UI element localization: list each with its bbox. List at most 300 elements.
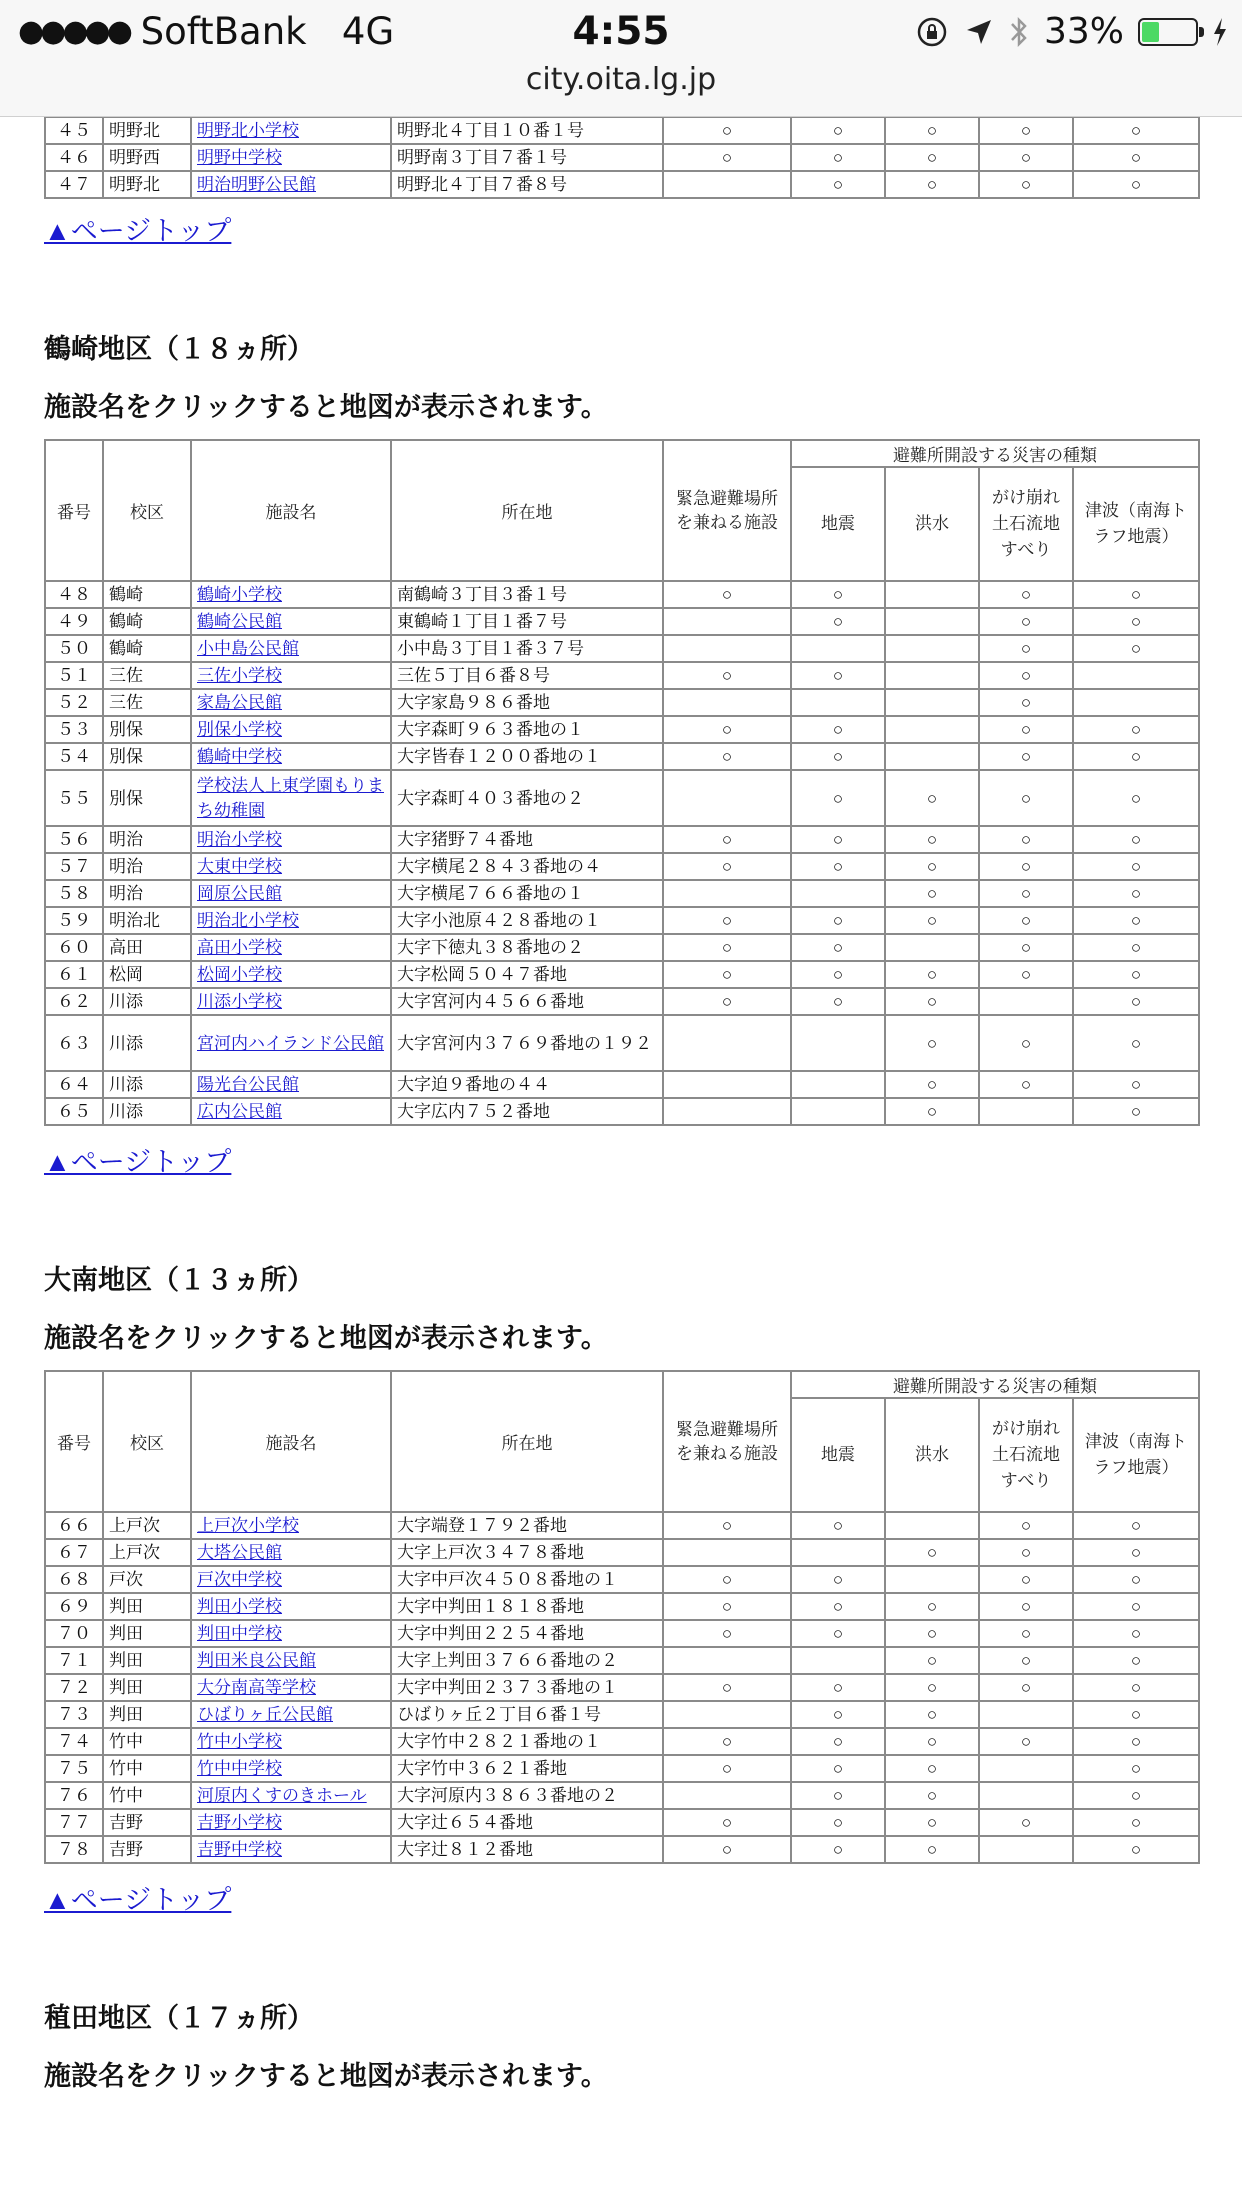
row-landslide-mark: ○ xyxy=(979,907,1073,934)
col-header-earthquake: 地震 xyxy=(791,467,885,581)
row-emergency-mark xyxy=(663,1015,791,1071)
signal-strength-icon: ●●●●● xyxy=(18,14,129,49)
facility-map-link[interactable]: 竹中中学校 xyxy=(197,1758,282,1778)
row-number: ４５ xyxy=(45,117,103,144)
row-earthquake-mark: ○ xyxy=(791,1728,885,1755)
row-emergency-mark: ○ xyxy=(663,1728,791,1755)
row-earthquake-mark: ○ xyxy=(791,1593,885,1620)
row-flood-mark: ○ xyxy=(885,1071,979,1098)
facility-map-link[interactable]: 吉野小学校 xyxy=(197,1812,282,1832)
row-flood-mark: ○ xyxy=(885,1701,979,1728)
row-tsunami-mark: ○ xyxy=(1073,1728,1199,1755)
facility-map-link[interactable]: 河原内くすのきホール xyxy=(197,1785,367,1805)
row-flood-mark: ○ xyxy=(885,144,979,171)
row-emergency-mark: ○ xyxy=(663,988,791,1015)
row-facility-cell xyxy=(191,1647,391,1674)
row-school-district: 戸次 xyxy=(103,1566,191,1593)
row-number: ５０ xyxy=(45,635,103,662)
row-school-district: 明野北 xyxy=(103,171,191,198)
row-emergency-mark: ○ xyxy=(663,826,791,853)
facility-map-link[interactable]: 明野中学校 xyxy=(197,147,282,167)
row-address: 大字広内７５２番地 xyxy=(391,1098,663,1125)
row-emergency-mark: ○ xyxy=(663,1755,791,1782)
table-row xyxy=(45,1647,1199,1674)
district-title: 大南地区（１３ヵ所） xyxy=(44,1265,314,1296)
row-number: ７６ xyxy=(45,1782,103,1809)
facility-map-link[interactable]: 広内公民館 xyxy=(197,1101,282,1121)
col-header-district: 校区 xyxy=(103,440,191,581)
row-facility-cell xyxy=(191,1593,391,1620)
facility-map-link[interactable]: ひばりヶ丘公民館 xyxy=(197,1704,333,1724)
table-row xyxy=(45,1674,1199,1701)
row-school-district: 判田 xyxy=(103,1674,191,1701)
row-number: ７３ xyxy=(45,1701,103,1728)
row-number: ７８ xyxy=(45,1836,103,1863)
row-flood-mark: ○ xyxy=(885,1539,979,1566)
row-flood-mark: ○ xyxy=(885,1836,979,1863)
facility-map-link[interactable]: 上戸次小学校 xyxy=(197,1515,299,1535)
row-facility-cell xyxy=(191,581,391,608)
row-address: 三佐５丁目６番８号 xyxy=(391,662,663,689)
row-school-district: 竹中 xyxy=(103,1728,191,1755)
row-landslide-mark: ○ xyxy=(979,171,1073,198)
facility-map-link[interactable]: 川添小学校 xyxy=(197,991,282,1011)
row-earthquake-mark: ○ xyxy=(791,1782,885,1809)
row-earthquake-mark: ○ xyxy=(791,1566,885,1593)
row-earthquake-mark: ○ xyxy=(791,1701,885,1728)
row-landslide-mark: ○ xyxy=(979,117,1073,144)
row-facility-cell xyxy=(191,171,391,198)
row-landslide-mark: ○ xyxy=(979,1809,1073,1836)
row-school-district: 吉野 xyxy=(103,1809,191,1836)
row-flood-mark: ○ xyxy=(885,1782,979,1809)
row-emergency-mark: ○ xyxy=(663,961,791,988)
facility-map-link[interactable]: 岡原公民館 xyxy=(197,883,282,903)
row-flood-mark: ○ xyxy=(885,1098,979,1125)
row-facility-cell xyxy=(191,1701,391,1728)
row-address: 大字皆春１２００番地の１ xyxy=(391,743,663,770)
row-earthquake-mark: ○ xyxy=(791,826,885,853)
row-number: ７０ xyxy=(45,1620,103,1647)
row-landslide-mark xyxy=(979,1701,1073,1728)
row-tsunami-mark: ○ xyxy=(1073,1512,1199,1539)
facility-map-link[interactable]: 学校法人上東学園もりまち幼稚園 xyxy=(197,776,384,820)
col-header-location: 所在地 xyxy=(391,1371,663,1512)
table-row xyxy=(45,689,1199,716)
row-emergency-mark xyxy=(663,689,791,716)
row-tsunami-mark: ○ xyxy=(1073,1836,1199,1863)
row-facility-cell xyxy=(191,117,391,144)
url-bar[interactable]: city.oita.lg.jp xyxy=(525,62,717,97)
table-row xyxy=(45,826,1199,853)
facility-map-link[interactable]: 大分南高等学校 xyxy=(197,1677,316,1697)
facility-map-link[interactable]: 松岡小学校 xyxy=(197,964,282,984)
row-landslide-mark: ○ xyxy=(979,1015,1073,1071)
row-school-district: 三佐 xyxy=(103,689,191,716)
row-flood-mark: ○ xyxy=(885,1593,979,1620)
facility-map-link[interactable]: 三佐小学校 xyxy=(197,665,282,685)
row-landslide-mark: ○ xyxy=(979,770,1073,826)
row-tsunami-mark: ○ xyxy=(1073,635,1199,662)
row-number: ４９ xyxy=(45,608,103,635)
row-emergency-mark xyxy=(663,635,791,662)
pagetop-container xyxy=(44,1126,1200,1202)
table-row xyxy=(45,1566,1199,1593)
row-landslide-mark: ○ xyxy=(979,716,1073,743)
district-title: 鶴崎地区（１８ヵ所） xyxy=(44,334,314,365)
row-emergency-mark: ○ xyxy=(663,1836,791,1863)
row-landslide-mark xyxy=(979,1755,1073,1782)
row-facility-cell xyxy=(191,826,391,853)
row-school-district: 鶴崎 xyxy=(103,581,191,608)
row-earthquake-mark xyxy=(791,635,885,662)
facility-map-link[interactable]: 判田米良公民館 xyxy=(197,1650,316,1670)
row-flood-mark: ○ xyxy=(885,1728,979,1755)
row-number: ５５ xyxy=(45,770,103,826)
row-school-district: 上戸次 xyxy=(103,1512,191,1539)
row-address: 小中島３丁目１番３７号 xyxy=(391,635,663,662)
row-emergency-mark xyxy=(663,1782,791,1809)
table-row xyxy=(45,1755,1199,1782)
battery-percent: 33% xyxy=(1043,11,1124,52)
row-tsunami-mark: ○ xyxy=(1073,961,1199,988)
row-address: 大字小池原４２８番地の１ xyxy=(391,907,663,934)
row-address: 大字森町４０３番地の２ xyxy=(391,770,663,826)
row-earthquake-mark xyxy=(791,689,885,716)
row-address: 大字横尾７６６番地の１ xyxy=(391,880,663,907)
row-landslide-mark xyxy=(979,1098,1073,1125)
table-row xyxy=(45,853,1199,880)
row-address: 大字家島９８６番地 xyxy=(391,689,663,716)
row-landslide-mark: ○ xyxy=(979,635,1073,662)
row-landslide-mark: ○ xyxy=(979,934,1073,961)
row-earthquake-mark: ○ xyxy=(791,853,885,880)
row-school-district: 竹中 xyxy=(103,1755,191,1782)
row-flood-mark: ○ xyxy=(885,1809,979,1836)
row-number: ５９ xyxy=(45,907,103,934)
row-tsunami-mark xyxy=(1073,662,1199,689)
row-facility-cell xyxy=(191,907,391,934)
row-school-district: 鶴崎 xyxy=(103,635,191,662)
table-row xyxy=(45,1098,1199,1125)
row-address: 大字下徳丸３８番地の２ xyxy=(391,934,663,961)
click-instruction: 施設名をクリックすると地図が表示されます。 xyxy=(44,1323,608,1354)
row-address: 東鶴崎１丁目１番７号 xyxy=(391,608,663,635)
facility-map-link[interactable]: 鶴崎中学校 xyxy=(197,746,282,766)
row-emergency-mark: ○ xyxy=(663,907,791,934)
row-school-district: 川添 xyxy=(103,988,191,1015)
row-flood-mark: ○ xyxy=(885,1015,979,1071)
row-flood-mark: ○ xyxy=(885,1620,979,1647)
row-facility-cell xyxy=(191,608,391,635)
row-tsunami-mark: ○ xyxy=(1073,716,1199,743)
facility-map-link[interactable]: 判田小学校 xyxy=(197,1596,282,1616)
facility-map-link[interactable]: 竹中小学校 xyxy=(197,1731,282,1751)
clock: 4:55 xyxy=(572,9,670,54)
facility-map-link[interactable]: 小中島公民館 xyxy=(197,638,299,658)
pagetop-link[interactable]: ▲ページトップ xyxy=(44,216,232,246)
row-school-district: 高田 xyxy=(103,934,191,961)
row-address: 大字中戸次４５０８番地の１ xyxy=(391,1566,663,1593)
row-flood-mark: ○ xyxy=(885,880,979,907)
district-section xyxy=(44,271,1200,1202)
row-landslide-mark: ○ xyxy=(979,662,1073,689)
row-earthquake-mark xyxy=(791,1539,885,1566)
district-section xyxy=(44,1940,1200,2094)
row-school-district: 判田 xyxy=(103,1593,191,1620)
col-header-facility: 施設名 xyxy=(191,440,391,581)
row-number: ５３ xyxy=(45,716,103,743)
row-tsunami-mark: ○ xyxy=(1073,1015,1199,1071)
row-flood-mark xyxy=(885,662,979,689)
row-address: 大字中判田２２５４番地 xyxy=(391,1620,663,1647)
col-header-disaster-types: 避難所開設する災害の種類 xyxy=(791,440,1199,467)
row-number: ４６ xyxy=(45,144,103,171)
row-tsunami-mark: ○ xyxy=(1073,1674,1199,1701)
row-address: 大字宮河内４５６６番地 xyxy=(391,988,663,1015)
table-row xyxy=(45,743,1199,770)
browser-status-bar xyxy=(0,0,1242,117)
row-emergency-mark: ○ xyxy=(663,581,791,608)
table-row xyxy=(45,988,1199,1015)
row-facility-cell xyxy=(191,961,391,988)
facility-map-link[interactable]: 明野北小学校 xyxy=(197,120,299,140)
facility-map-link[interactable]: 大塔公民館 xyxy=(197,1542,282,1562)
row-landslide-mark: ○ xyxy=(979,1647,1073,1674)
row-earthquake-mark: ○ xyxy=(791,581,885,608)
table-row xyxy=(45,1593,1199,1620)
row-school-district: 別保 xyxy=(103,743,191,770)
row-emergency-mark: ○ xyxy=(663,1593,791,1620)
table-row xyxy=(45,716,1199,743)
row-facility-cell xyxy=(191,144,391,171)
pagetop-link[interactable]: ▲ページトップ xyxy=(44,1885,232,1915)
row-emergency-mark xyxy=(663,1098,791,1125)
row-landslide-mark: ○ xyxy=(979,1512,1073,1539)
row-earthquake-mark: ○ xyxy=(791,144,885,171)
row-tsunami-mark: ○ xyxy=(1073,1566,1199,1593)
table-row xyxy=(45,1809,1199,1836)
row-earthquake-mark: ○ xyxy=(791,934,885,961)
row-earthquake-mark: ○ xyxy=(791,716,885,743)
row-tsunami-mark: ○ xyxy=(1073,988,1199,1015)
row-address: 大字辻８１２番地 xyxy=(391,1836,663,1863)
row-tsunami-mark: ○ xyxy=(1073,1701,1199,1728)
facility-map-link[interactable]: 明治北小学校 xyxy=(197,910,299,930)
row-emergency-mark: ○ xyxy=(663,662,791,689)
row-number: ６３ xyxy=(45,1015,103,1071)
row-landslide-mark xyxy=(979,988,1073,1015)
row-number: ５６ xyxy=(45,826,103,853)
row-tsunami-mark xyxy=(1073,689,1199,716)
row-address: 明野北４丁目７番８号 xyxy=(391,171,663,198)
row-school-district: 竹中 xyxy=(103,1782,191,1809)
row-flood-mark: ○ xyxy=(885,907,979,934)
row-flood-mark: ○ xyxy=(885,826,979,853)
row-address: 大字河原内３８６３番地の２ xyxy=(391,1782,663,1809)
row-school-district: 別保 xyxy=(103,716,191,743)
facility-map-link[interactable]: 鶴崎小学校 xyxy=(197,584,282,604)
col-header-number: 番号 xyxy=(45,440,103,581)
row-facility-cell xyxy=(191,988,391,1015)
table-row xyxy=(45,1620,1199,1647)
row-tsunami-mark: ○ xyxy=(1073,826,1199,853)
row-facility-cell xyxy=(191,880,391,907)
row-address: 大字辻６５４番地 xyxy=(391,1809,663,1836)
row-landslide-mark xyxy=(979,1782,1073,1809)
row-tsunami-mark: ○ xyxy=(1073,934,1199,961)
row-address: 南鶴崎３丁目３番１号 xyxy=(391,581,663,608)
table-row xyxy=(45,1539,1199,1566)
facility-map-link[interactable]: 吉野中学校 xyxy=(197,1839,282,1859)
table-row xyxy=(45,117,1199,144)
facility-map-link[interactable]: 別保小学校 xyxy=(197,719,282,739)
table-row xyxy=(45,961,1199,988)
row-flood-mark xyxy=(885,743,979,770)
charging-bolt-icon xyxy=(1212,17,1228,47)
col-header-facility: 施設名 xyxy=(191,1371,391,1512)
row-earthquake-mark: ○ xyxy=(791,907,885,934)
row-address: 大字猪野７４番地 xyxy=(391,826,663,853)
facility-map-link[interactable]: 宮河内ハイランド公民館 xyxy=(197,1033,384,1053)
row-address: 大字端登１７９２番地 xyxy=(391,1512,663,1539)
facility-table-partial xyxy=(44,116,1200,199)
battery-level xyxy=(1142,22,1159,42)
row-address: 大字上戸次３４７８番地 xyxy=(391,1539,663,1566)
row-landslide-mark: ○ xyxy=(979,689,1073,716)
row-address: 大字竹中２８２１番地の１ xyxy=(391,1728,663,1755)
facility-map-link[interactable]: 戸次中学校 xyxy=(197,1569,282,1589)
table-row xyxy=(45,770,1199,826)
row-tsunami-mark: ○ xyxy=(1073,117,1199,144)
row-earthquake-mark: ○ xyxy=(791,1512,885,1539)
row-earthquake-mark xyxy=(791,1071,885,1098)
facility-map-link[interactable]: 高田小学校 xyxy=(197,937,282,957)
col-header-district: 校区 xyxy=(103,1371,191,1512)
facility-map-link[interactable]: 家島公民館 xyxy=(197,692,282,712)
col-header-landslide: がけ崩れ土石流地すべり xyxy=(979,467,1073,581)
row-earthquake-mark: ○ xyxy=(791,1809,885,1836)
table-row xyxy=(45,1728,1199,1755)
row-facility-cell xyxy=(191,716,391,743)
row-number: ７１ xyxy=(45,1647,103,1674)
row-emergency-mark xyxy=(663,1647,791,1674)
row-landslide-mark: ○ xyxy=(979,880,1073,907)
facility-map-link[interactable]: 判田中学校 xyxy=(197,1623,282,1643)
table-row xyxy=(45,1512,1199,1539)
row-school-district: 判田 xyxy=(103,1620,191,1647)
col-header-earthquake: 地震 xyxy=(791,1398,885,1512)
row-emergency-mark xyxy=(663,608,791,635)
row-flood-mark xyxy=(885,635,979,662)
row-tsunami-mark: ○ xyxy=(1073,770,1199,826)
col-header-number: 番号 xyxy=(45,1371,103,1512)
row-school-district: 上戸次 xyxy=(103,1539,191,1566)
row-school-district: 別保 xyxy=(103,770,191,826)
row-number: ５７ xyxy=(45,853,103,880)
pagetop-link[interactable]: ▲ページトップ xyxy=(44,1147,232,1177)
row-number: ６６ xyxy=(45,1512,103,1539)
row-school-district: 明野西 xyxy=(103,144,191,171)
row-earthquake-mark: ○ xyxy=(791,117,885,144)
row-number: ６７ xyxy=(45,1539,103,1566)
table-row xyxy=(45,1015,1199,1071)
row-tsunami-mark: ○ xyxy=(1073,1620,1199,1647)
row-earthquake-mark xyxy=(791,1098,885,1125)
row-landslide-mark: ○ xyxy=(979,1728,1073,1755)
facility-map-link[interactable]: 大東中学校 xyxy=(197,856,282,876)
row-landslide-mark: ○ xyxy=(979,853,1073,880)
row-earthquake-mark: ○ xyxy=(791,608,885,635)
row-number: ５１ xyxy=(45,662,103,689)
row-earthquake-mark xyxy=(791,1015,885,1071)
row-tsunami-mark: ○ xyxy=(1073,1809,1199,1836)
row-tsunami-mark: ○ xyxy=(1073,743,1199,770)
row-school-district: 吉野 xyxy=(103,1836,191,1863)
click-instruction: 施設名をクリックすると地図が表示されます。 xyxy=(44,2061,608,2092)
row-tsunami-mark: ○ xyxy=(1073,171,1199,198)
row-number: ６９ xyxy=(45,1593,103,1620)
row-school-district: 明治 xyxy=(103,880,191,907)
row-facility-cell xyxy=(191,1809,391,1836)
col-header-location: 所在地 xyxy=(391,440,663,581)
row-number: ６０ xyxy=(45,934,103,961)
row-flood-mark xyxy=(885,716,979,743)
row-emergency-mark: ○ xyxy=(663,853,791,880)
row-school-district: 川添 xyxy=(103,1098,191,1125)
table-row xyxy=(45,907,1199,934)
bluetooth-icon xyxy=(1008,14,1030,50)
pagetop-container xyxy=(44,199,1200,271)
row-landslide-mark: ○ xyxy=(979,1620,1073,1647)
row-emergency-mark xyxy=(663,1071,791,1098)
facility-table xyxy=(44,1370,1200,1864)
row-tsunami-mark: ○ xyxy=(1073,1755,1199,1782)
row-address: 大字中判田２３７３番地の１ xyxy=(391,1674,663,1701)
row-landslide-mark: ○ xyxy=(979,961,1073,988)
status-icons xyxy=(914,10,1228,54)
row-school-district: 川添 xyxy=(103,1015,191,1071)
row-landslide-mark xyxy=(979,1836,1073,1863)
col-header-disaster-types: 避難所開設する災害の種類 xyxy=(791,1371,1199,1398)
row-earthquake-mark: ○ xyxy=(791,1836,885,1863)
facility-map-link[interactable]: 鶴崎公民館 xyxy=(197,611,282,631)
table-row xyxy=(45,1701,1199,1728)
facility-map-link[interactable]: 明治明野公民館 xyxy=(197,174,316,194)
row-school-district: 松岡 xyxy=(103,961,191,988)
row-landslide-mark: ○ xyxy=(979,581,1073,608)
row-emergency-mark: ○ xyxy=(663,1809,791,1836)
facility-map-link[interactable]: 明治小学校 xyxy=(197,829,282,849)
col-header-emergency: 緊急避難場所を兼ねる施設 xyxy=(663,440,791,581)
row-facility-cell xyxy=(191,1782,391,1809)
table-row xyxy=(45,635,1199,662)
table-row xyxy=(45,144,1199,171)
facility-map-link[interactable]: 陽光台公民館 xyxy=(197,1074,299,1094)
rotation-lock-icon xyxy=(914,14,950,50)
row-tsunami-mark: ○ xyxy=(1073,880,1199,907)
row-emergency-mark xyxy=(663,1701,791,1728)
row-tsunami-mark: ○ xyxy=(1073,1647,1199,1674)
row-earthquake-mark: ○ xyxy=(791,961,885,988)
row-flood-mark xyxy=(885,581,979,608)
row-school-district: 川添 xyxy=(103,1071,191,1098)
row-tsunami-mark: ○ xyxy=(1073,907,1199,934)
row-landslide-mark: ○ xyxy=(979,1071,1073,1098)
row-school-district: 明治 xyxy=(103,853,191,880)
row-emergency-mark: ○ xyxy=(663,934,791,961)
row-number: ４７ xyxy=(45,171,103,198)
